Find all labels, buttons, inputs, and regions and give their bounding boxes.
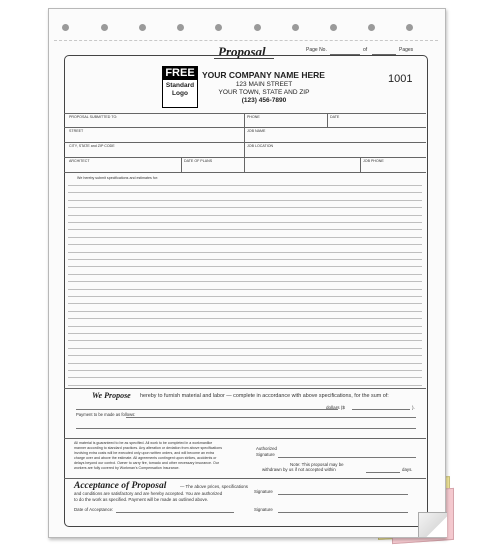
terms-line-3: involving extra costs will be executed only upon written orders, and will become an extra: [74, 451, 215, 455]
dollars-end: ).: [412, 405, 415, 410]
grid-line: [64, 157, 426, 158]
ruled-line: [68, 266, 422, 267]
acceptance-line-1: — The above prices, specifications: [180, 484, 249, 489]
acceptance-signature-label-1: Signature: [254, 489, 273, 494]
days-label: days.: [402, 467, 413, 472]
logo-line2: Logo: [172, 90, 188, 97]
authorized-signature-field[interactable]: [278, 457, 416, 458]
form-title: Proposal: [218, 44, 266, 59]
ruled-line: [68, 222, 422, 223]
sprocket-hole-icon: [177, 24, 184, 31]
date-label: DATE: [330, 115, 340, 119]
sprocket-hole-icon: [254, 24, 261, 31]
of-label: of: [363, 47, 368, 53]
sprocket-hole-icon: [101, 24, 108, 31]
grid-line: [64, 127, 426, 128]
grid-divider: [181, 157, 182, 172]
grid-line: [64, 113, 426, 114]
sprocket-hole-icon: [215, 24, 222, 31]
ruled-line: [68, 185, 422, 186]
grid-line: [64, 142, 426, 143]
grid-divider: [360, 157, 361, 172]
ruled-line: [68, 348, 422, 349]
grid-divider: [244, 113, 245, 172]
sprocket-hole-icon: [62, 24, 69, 31]
ruled-line: [68, 318, 422, 319]
dollars-amount-field[interactable]: [352, 409, 410, 410]
page-curl-icon: [418, 512, 447, 537]
acceptance-signature-field-2[interactable]: [278, 512, 408, 513]
ruled-line: [68, 281, 422, 282]
specs-intro: We hereby submit specifications and estimates for:: [77, 176, 159, 180]
ruled-line: [68, 215, 422, 216]
sum-words-field[interactable]: [76, 409, 338, 410]
we-propose-text: hereby to furnish material and labor — complete in accordance with above specifications, for the sum of:: [140, 393, 389, 399]
ruled-line: [68, 355, 422, 356]
acceptance-line-3: to do the work as specified. Payment will be made as outlined above.: [74, 497, 209, 502]
ruled-line: [68, 296, 422, 297]
sprocket-hole-icon: [139, 24, 146, 31]
job-name-label: JOB NAME: [247, 129, 266, 133]
terms-line-4: charge over and above the estimate. All agreements contingent upon strikes, accidents or: [74, 456, 217, 460]
grid-line: [64, 438, 426, 439]
acceptance-signature-label-2: Signature: [254, 507, 273, 512]
note-line-2: withdrawn by us if not accepted within: [262, 467, 336, 472]
withdrawal-days-field[interactable]: [366, 472, 400, 473]
terms-line-2: manner according to standard practices. Any alteration or deviation from above specifications: [74, 446, 223, 450]
acceptance-line-2: and conditions are satisfactory and are hereby accepted. You are authorized: [74, 491, 223, 496]
logo-free-text: FREE: [163, 67, 197, 80]
pages-label: Pages: [399, 47, 414, 53]
note-line-1: Note: This proposal may be: [290, 462, 344, 467]
payment-label: Payment to be made as follows:: [76, 412, 136, 417]
sprocket-hole-icon: [406, 24, 413, 31]
architect-label: ARCHITECT: [69, 159, 90, 163]
date-of-acceptance-label: Date of Acceptance:: [74, 507, 114, 512]
date-of-acceptance-field[interactable]: [116, 512, 234, 513]
grid-line: [64, 172, 426, 173]
perforation-line: [54, 40, 438, 41]
company-phone: (123) 456-7890: [241, 97, 287, 104]
ruled-line: [68, 192, 422, 193]
terms-line-5: delays beyond our control. Owner to carry fire, tornado and other necessary insurance. Our: [74, 461, 220, 465]
date-of-plans-label: DATE OF PLANS: [184, 159, 213, 163]
ruled-line: [68, 289, 422, 290]
logo-line1: Standard: [165, 82, 195, 89]
ruled-line: [68, 377, 422, 378]
terms-line-1: All material is guaranteed to be as specified. All work to be completed in a workmanlike: [74, 441, 213, 445]
ruled-line: [68, 252, 422, 253]
acceptance-heading: Acceptance of Proposal: [74, 481, 167, 491]
page-no-label: Page No.: [306, 47, 327, 53]
terms-line-6: workers are fully covered by Workman's Compensation Insurance.: [74, 466, 180, 470]
ruled-line: [68, 237, 422, 238]
grid-divider: [327, 113, 328, 127]
dollars-label: dollars ($: [326, 405, 345, 410]
form-number: 1001: [388, 73, 413, 85]
ruled-line: [68, 207, 422, 208]
job-phone-label: JOB PHONE: [363, 159, 384, 163]
ruled-line: [68, 259, 422, 260]
ruled-line: [68, 385, 422, 386]
ruled-line: [68, 244, 422, 245]
specifications-textarea[interactable]: [68, 174, 422, 386]
sprocket-hole-icon: [292, 24, 299, 31]
ruled-line: [68, 200, 422, 201]
ruled-line: [68, 333, 422, 334]
ruled-line: [68, 370, 422, 371]
sprocket-hole-icon: [368, 24, 375, 31]
phone-label: PHONE: [247, 115, 260, 119]
proposal-submitted-to-label: PROPOSAL SUBMITTED TO:: [69, 115, 118, 119]
grid-line: [64, 478, 426, 479]
payment-terms-field-2[interactable]: [76, 428, 416, 429]
sprocket-hole-icon: [330, 24, 337, 31]
street-label: STREET: [69, 129, 84, 133]
free-logo-badge: [162, 66, 198, 108]
payment-terms-field[interactable]: [126, 417, 416, 418]
grid-line: [64, 388, 426, 389]
company-name: YOUR COMPANY NAME HERE: [202, 70, 325, 80]
we-propose-heading: We Propose: [92, 391, 131, 400]
ruled-line: [68, 326, 422, 327]
company-city: YOUR TOWN, STATE AND ZIP: [218, 89, 310, 96]
ruled-line: [68, 340, 422, 341]
authorized-label: Authorized: [256, 446, 277, 451]
job-location-label: JOB LOCATION: [247, 144, 274, 148]
ruled-line: [68, 363, 422, 364]
company-street: 123 MAIN STREET: [235, 81, 293, 88]
acceptance-signature-field-1[interactable]: [278, 494, 408, 495]
ruled-line: [68, 229, 422, 230]
ruled-line: [68, 274, 422, 275]
ruled-line: [68, 303, 422, 304]
city-state-zip-label: CITY, STATE and ZIP CODE: [69, 144, 115, 148]
authorized-signature-label: Signature: [256, 452, 275, 457]
ruled-line: [68, 311, 422, 312]
